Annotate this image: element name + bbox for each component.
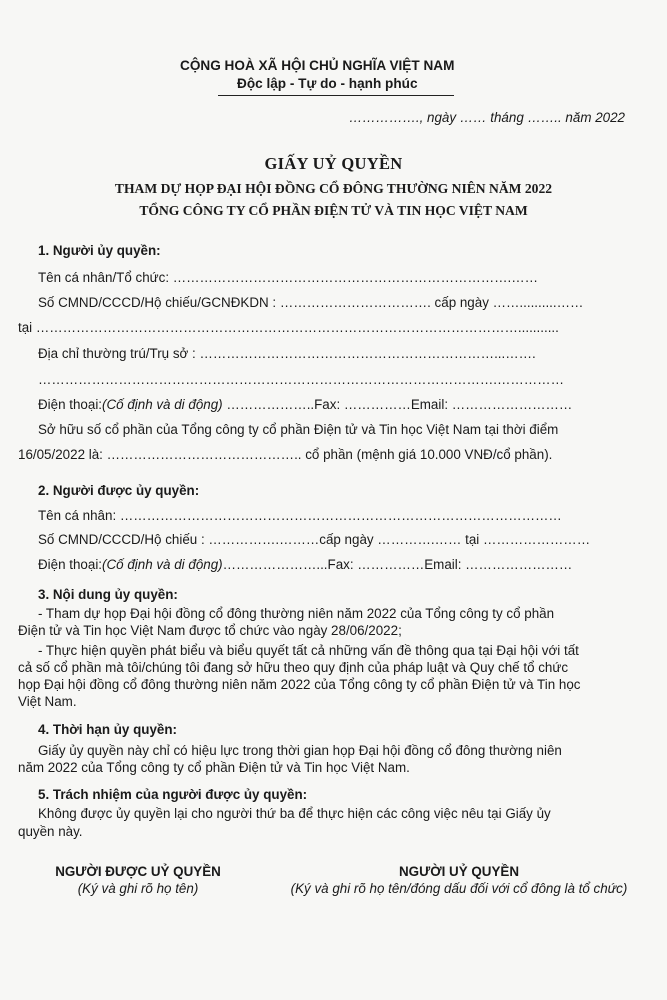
dateline: ……………., ngày …… tháng …….. năm 2022 — [348, 110, 625, 125]
section5-heading: 5. Trách nhiệm của người được ủy quyền: — [38, 787, 308, 802]
grantor-phone-field — [38, 397, 572, 412]
grantor-shares-line-2: 16/05/2022 là: …………………………………….. cổ phần (mệnh giá 10.000 VNĐ/cổ phần). — [18, 447, 553, 462]
grantee-phone-field — [38, 557, 572, 572]
grantor-shares-line-1: Sở hữu số cổ phần của Tổng công ty cổ phần Điện tử và Tin học Việt Nam tại thời điểm — [38, 422, 559, 437]
section1-heading: 1. Người ủy quyền: — [38, 243, 161, 258]
document-subtitle-2: TỔNG CÔNG TY CỔ PHẦN ĐIỆN TỬ VÀ TIN HỌC VIỆT NAM — [139, 203, 528, 218]
content-item-2-line-4: Việt Nam. — [18, 694, 77, 709]
motto: Độc lập - Tự do - hạnh phúc — [237, 76, 418, 91]
grantee-id-field: Số CMND/CCCD/Hộ chiếu : …………….………cấp ngày ………….…… tại …………………… — [38, 532, 591, 547]
phone-label: Điện thoại: — [38, 557, 103, 572]
grantor-signature-note: (Ký và ghi rõ họ tên/đóng dấu đối với cổ đông là tổ chức) — [290, 881, 628, 896]
document-subtitle-1: THAM DỰ HỌP ĐẠI HỘI ĐỒNG CỔ ĐÔNG THƯỜNG NIÊN NĂM 2022 — [114, 181, 553, 196]
content-item-1-line-2: Điện tử và Tin học Việt Nam được tổ chức vào ngày 28/06/2022; — [18, 623, 402, 638]
phone-note: (Cố định và di động) — [102, 557, 223, 572]
nation-header: CỘNG HOÀ XÃ HỘI CHỦ NGHĨA VIỆT NAM — [180, 58, 455, 73]
content-item-2-line-2: cả số cổ phần mà tôi/chúng tôi đang sở hữu theo quy định của pháp luật và Quy chế tổ chức — [18, 660, 569, 675]
grantee-signature-title: NGƯỜI ĐƯỢC UỶ QUYỀN — [55, 864, 221, 879]
phone-fax-email: …………………...Fax: ……………Email: …………………… — [222, 557, 573, 572]
phone-note: (Cố định và di động) — [102, 397, 223, 412]
responsibility-line-2: quyền này. — [18, 824, 83, 839]
section2-heading: 2. Người được ủy quyền: — [38, 483, 200, 498]
grantor-name-field: Tên cá nhân/Tổ chức: ………………………………………………………………….…… — [38, 270, 539, 285]
content-item-1-line-1: - Tham dự họp Đại hội đồng cổ đông thường niên năm 2022 của Tổng công ty cổ phần — [38, 606, 555, 621]
content-item-2-line-1: - Thực hiện quyền phát biểu và biểu quyết tất cả những vấn đề thông qua tại Đại hội với tất — [38, 643, 579, 658]
phone-fax-email: ………………..Fax: ……………Email: ……………………… — [222, 397, 573, 412]
responsibility-line-1: Không được ủy quyền lại cho người thứ ba để thực hiện các công việc nêu tại Giấy ủy — [38, 806, 551, 821]
grantor-id-place-field: tại ………………………………………………………………………………………………........... — [18, 320, 559, 335]
content-item-2-line-3: họp Đại hội đồng cổ đông thường niên năm 2022 của Tổng công ty cổ phần Điện tử và Tin học — [18, 677, 581, 692]
grantor-signature-title: NGƯỜI UỶ QUYỀN — [399, 864, 519, 879]
term-line-1: Giấy ủy quyền này chỉ có hiệu lực trong thời gian họp Đại hội đồng cổ đông thường niên — [38, 743, 562, 758]
grantor-address-continuation: ………………………………………………………………………………………….…………… — [38, 372, 564, 387]
grantor-id-field: Số CMND/CCCD/Hộ chiếu/GCNĐKDN : ……………………………. cấp ngày ……..........…… — [38, 295, 584, 310]
section4-heading: 4. Thời hạn ủy quyền: — [38, 722, 177, 737]
grantee-name-field: Tên cá nhân: ……………………………………………………………………………………… — [38, 508, 562, 523]
term-line-2: năm 2022 của Tổng công ty cổ phần Điện tử và Tin học Việt Nam. — [18, 760, 410, 775]
section3-heading: 3. Nội dung ủy quyền: — [38, 587, 178, 602]
motto-underline — [218, 95, 454, 96]
phone-label: Điện thoại: — [38, 397, 103, 412]
grantee-signature-note: (Ký và ghi rõ họ tên) — [77, 881, 199, 896]
grantor-address-field: Địa chỉ thường trú/Trụ sở : …………………………………………………………...……. — [38, 346, 536, 361]
document-title: GIẤY UỶ QUYỀN — [264, 154, 403, 173]
